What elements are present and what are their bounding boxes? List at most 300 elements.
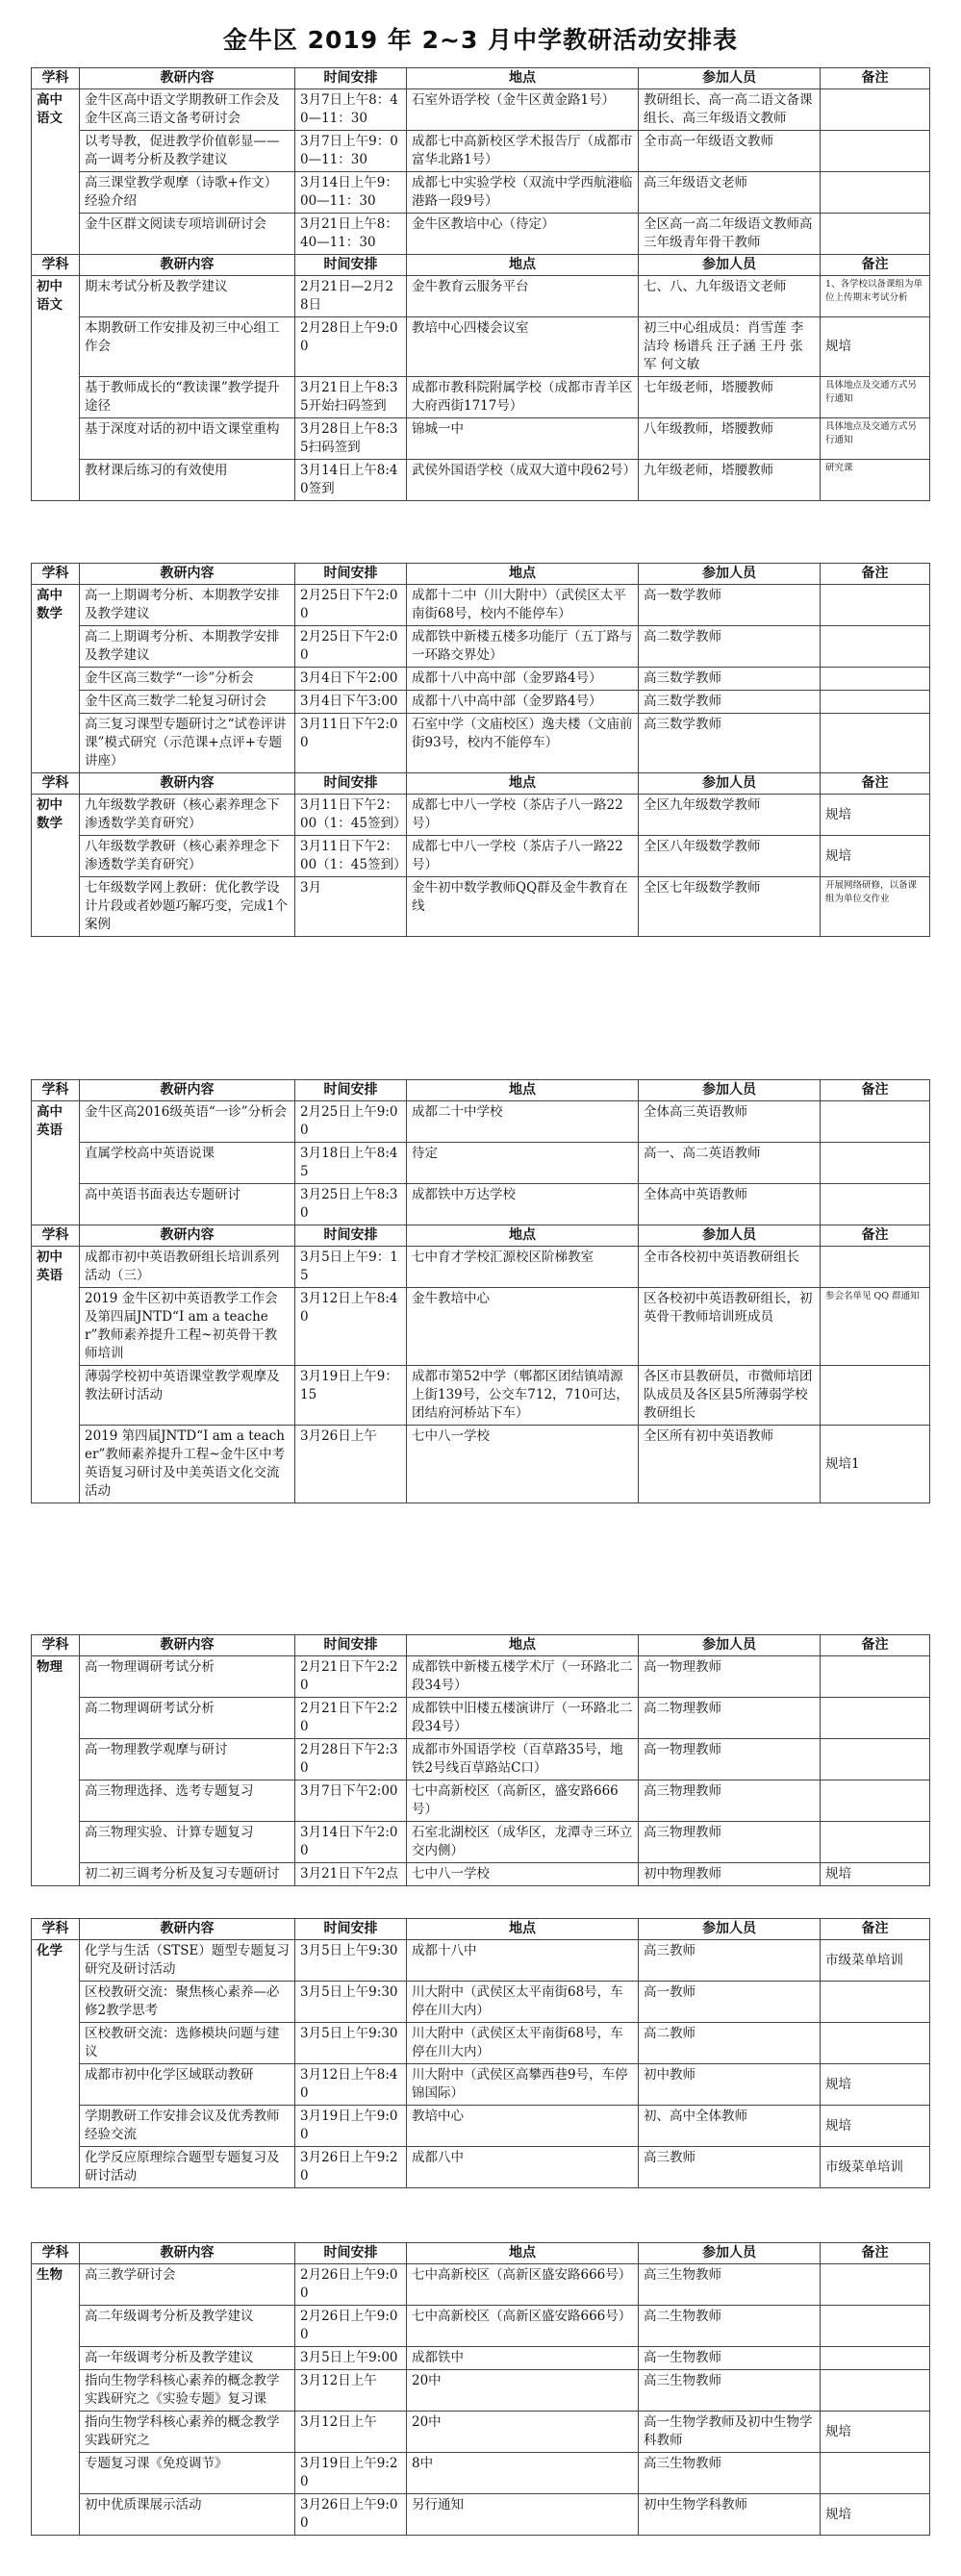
people-cell: 初中教师 bbox=[639, 2064, 821, 2106]
header-people: 参加人员 bbox=[639, 1919, 821, 1940]
time-cell: 3月21日上午8:35开始扫码签到 bbox=[295, 377, 407, 418]
place-cell: 8中 bbox=[407, 2453, 639, 2494]
header-content: 教研内容 bbox=[80, 255, 295, 276]
content-cell: 薄弱学校初中英语课堂教学观摩及教法研讨活动 bbox=[80, 1366, 295, 1426]
place-cell: 成都十二中（川大附中）（武侯区太平南街68号，校内不能停车） bbox=[407, 585, 639, 626]
place-cell: 七中高新校区（高新区盛安路666号） bbox=[407, 2306, 639, 2347]
time-cell: 2月25日下午2:00 bbox=[295, 585, 407, 626]
time-cell: 3月4日下午2:00 bbox=[295, 668, 407, 691]
note-cell bbox=[821, 1656, 930, 1698]
header-subject: 学科 bbox=[32, 773, 80, 795]
place-cell: 七中育才学校汇源校区阶梯教室 bbox=[407, 1247, 639, 1288]
content-cell: 高二年级调考分析及教学建议 bbox=[80, 2306, 295, 2347]
table-row bbox=[32, 691, 930, 714]
table-row bbox=[32, 714, 930, 773]
table-header-row bbox=[32, 1635, 930, 1656]
place-cell: 金牛初中数学教师QQ群及金牛教育在线 bbox=[407, 877, 639, 937]
header-note: 备注 bbox=[821, 255, 930, 276]
place-cell: 七中八一学校 bbox=[407, 1863, 639, 1886]
table-row bbox=[32, 131, 930, 172]
header-subject: 学科 bbox=[32, 1919, 80, 1940]
time-cell: 3月4日下午3:00 bbox=[295, 691, 407, 714]
content-cell: 2019 金牛区初中英语教学工作会及第四届JNTD“I am a teacher”教师素养提升工程~初英骨干教师培训 bbox=[80, 1288, 295, 1366]
time-cell: 2月25日下午2:00 bbox=[295, 626, 407, 668]
table-row bbox=[32, 2064, 930, 2106]
place-cell: 20中 bbox=[407, 2370, 639, 2412]
content-cell: 指向生物学科核心素养的概念教学实践研究之《实验专题》复习课 bbox=[80, 2370, 295, 2412]
note-cell: 规培 bbox=[821, 2494, 930, 2536]
table-row bbox=[32, 89, 930, 131]
content-cell: 期末考试分析及教学建议 bbox=[80, 276, 295, 317]
place-cell: 成都十八中 bbox=[407, 1940, 639, 1982]
people-cell: 全市高一年级语文教师 bbox=[639, 131, 821, 172]
time-cell: 3月5日上午9:30 bbox=[295, 1982, 407, 2023]
content-cell: 高二物理调研考试分析 bbox=[80, 1698, 295, 1739]
table-row bbox=[32, 460, 930, 501]
table-header-row bbox=[32, 255, 930, 276]
table-row bbox=[32, 1426, 930, 1503]
content-cell: 2019 第四届JNTD“I am a teacher”教师素养提升工程~金牛区中考英语复习研讨及中美英语文化交流活动 bbox=[80, 1426, 295, 1503]
header-content: 教研内容 bbox=[80, 1080, 295, 1101]
content-cell: 高三教学研讨会 bbox=[80, 2264, 295, 2306]
people-cell: 初三中心组成员：肖雪莲 李洁玲 杨谱兵 汪子涵 王丹 张军 何文敏 bbox=[639, 317, 821, 377]
content-cell: 高一年级调考分析及教学建议 bbox=[80, 2347, 295, 2370]
header-people: 参加人员 bbox=[639, 255, 821, 276]
time-cell: 3月11日下午2：00（1：45签到） bbox=[295, 795, 407, 836]
header-place: 地点 bbox=[407, 2243, 639, 2264]
place-cell: 成都十八中高中部（金罗路4号） bbox=[407, 691, 639, 714]
content-cell: 九年级数学教研（核心素养理念下渗透数学美育研究） bbox=[80, 795, 295, 836]
place-cell: 金牛区教培中心（待定） bbox=[407, 214, 639, 255]
people-cell: 七年级老师，塔腰教师 bbox=[639, 377, 821, 418]
people-cell: 高三生物教师 bbox=[639, 2264, 821, 2306]
note-cell bbox=[821, 2306, 930, 2347]
note-cell bbox=[821, 668, 930, 691]
place-cell: 教培中心 bbox=[407, 2106, 639, 2147]
table-row bbox=[32, 1101, 930, 1143]
table-header-row bbox=[32, 773, 930, 795]
header-people: 参加人员 bbox=[639, 773, 821, 795]
people-cell: 高一生物学教师及初中生物学科教师 bbox=[639, 2412, 821, 2453]
header-place: 地点 bbox=[407, 1080, 639, 1101]
page-title: 金牛区 2019 年 2~3 月中学教研活动安排表 bbox=[222, 26, 739, 54]
table-row bbox=[32, 2370, 930, 2412]
content-cell: 高三物理选择、选考专题复习 bbox=[80, 1780, 295, 1822]
content-cell: 金牛区高三数学“一诊”分析会 bbox=[80, 668, 295, 691]
header-people: 参加人员 bbox=[639, 1080, 821, 1101]
subject-cell: 化学 bbox=[32, 1940, 80, 2188]
table-row bbox=[32, 795, 930, 836]
content-cell: 基于教师成长的“教读课”教学提升途径 bbox=[80, 377, 295, 418]
note-cell bbox=[821, 626, 930, 668]
header-time: 时间安排 bbox=[295, 1919, 407, 1940]
header-subject: 学科 bbox=[32, 2243, 80, 2264]
place-cell: 成都市教科院附属学校（成都市青羊区大府西街1717号） bbox=[407, 377, 639, 418]
table-row bbox=[32, 1184, 930, 1225]
place-cell: 成都七中实验学校（双流中学西航港临港路一段9号） bbox=[407, 172, 639, 214]
note-cell: 具体地点及交通方式另行通知 bbox=[821, 418, 930, 460]
header-people: 参加人员 bbox=[639, 2243, 821, 2264]
time-cell: 3月21日上午8：40—11：30 bbox=[295, 214, 407, 255]
people-cell: 高三物理教师 bbox=[639, 1822, 821, 1863]
content-cell: 以考导教，促进教学价值彰显——高一调考分析及教学建议 bbox=[80, 131, 295, 172]
header-place: 地点 bbox=[407, 1635, 639, 1656]
header-note: 备注 bbox=[821, 68, 930, 89]
content-cell: 直属学校高中英语说课 bbox=[80, 1143, 295, 1184]
time-cell: 3月26日上午 bbox=[295, 1426, 407, 1503]
content-cell: 化学与生活（STSE）题型专题复习研究及研讨活动 bbox=[80, 1940, 295, 1982]
content-cell: 高一上期调考分析、本期教学安排及教学建议 bbox=[80, 585, 295, 626]
people-cell: 高三教师 bbox=[639, 2147, 821, 2188]
people-cell: 高二教师 bbox=[639, 2023, 821, 2064]
header-place: 地点 bbox=[407, 1225, 639, 1247]
table-row bbox=[32, 1982, 930, 2023]
table-row bbox=[32, 2147, 930, 2188]
table-row bbox=[32, 2023, 930, 2064]
header-content: 教研内容 bbox=[80, 1919, 295, 1940]
header-note: 备注 bbox=[821, 1225, 930, 1247]
time-cell: 3月12日上午 bbox=[295, 2370, 407, 2412]
time-cell: 3月14日下午2:00 bbox=[295, 1822, 407, 1863]
content-cell: 金牛区群文阅读专项培训研讨会 bbox=[80, 214, 295, 255]
note-cell bbox=[821, 1101, 930, 1143]
table-row bbox=[32, 2306, 930, 2347]
content-cell: 区校教研交流：选修模块问题与建议 bbox=[80, 2023, 295, 2064]
header-time: 时间安排 bbox=[295, 2243, 407, 2264]
table-row bbox=[32, 668, 930, 691]
table-row bbox=[32, 1822, 930, 1863]
header-place: 地点 bbox=[407, 1919, 639, 1940]
table-row bbox=[32, 1656, 930, 1698]
people-cell: 全区高一高二年级语文教师高三年级青年骨干教师 bbox=[639, 214, 821, 255]
content-cell: 高中英语书面表达专题研讨 bbox=[80, 1184, 295, 1225]
note-cell: 市级菜单培训 bbox=[821, 2147, 930, 2188]
place-cell: 20中 bbox=[407, 2412, 639, 2453]
place-cell: 川大附中（武侯区太平南街68号，车停在川大内） bbox=[407, 1982, 639, 2023]
place-cell: 川大附中（武侯区高攀西巷9号，车停锦国际） bbox=[407, 2064, 639, 2106]
table-row bbox=[32, 2453, 930, 2494]
place-cell: 成都铁中新楼五楼学术厅（一环路北二段34号） bbox=[407, 1656, 639, 1698]
subject-cell: 高中语文 bbox=[32, 89, 80, 255]
time-cell: 2月26日上午9:00 bbox=[295, 2264, 407, 2306]
content-cell: 高一物理教学观摩与研讨 bbox=[80, 1739, 295, 1780]
content-cell: 成都市初中化学区域联动教研 bbox=[80, 2064, 295, 2106]
table-row bbox=[32, 2494, 930, 2536]
content-cell: 化学反应原理综合题型专题复习及研讨活动 bbox=[80, 2147, 295, 2188]
place-cell: 成都铁中万达学校 bbox=[407, 1184, 639, 1225]
time-cell: 3月26日上午9:20 bbox=[295, 2147, 407, 2188]
people-cell: 高三数学教师 bbox=[639, 668, 821, 691]
table-row bbox=[32, 1288, 930, 1366]
content-cell: 七年级数学网上教研：优化教学设计片段或者妙题巧解巧变，完成1个案例 bbox=[80, 877, 295, 937]
place-cell: 成都七中八一学校（茶店子八一路22号） bbox=[407, 836, 639, 877]
table-row bbox=[32, 1863, 930, 1886]
people-cell: 高一数学教师 bbox=[639, 585, 821, 626]
table-row bbox=[32, 1739, 930, 1780]
place-cell: 成都市外国语学校（百草路35号，地铁2号线百草路站C口） bbox=[407, 1739, 639, 1780]
people-cell: 初中生物学科教师 bbox=[639, 2494, 821, 2536]
schedule-table bbox=[31, 563, 930, 937]
header-people: 参加人员 bbox=[639, 1635, 821, 1656]
time-cell: 2月21日—2月28日 bbox=[295, 276, 407, 317]
time-cell: 3月19日上午9:20 bbox=[295, 2453, 407, 2494]
people-cell: 高三物理教师 bbox=[639, 1780, 821, 1822]
header-subject: 学科 bbox=[32, 1225, 80, 1247]
note-cell bbox=[821, 1780, 930, 1822]
place-cell: 锦城一中 bbox=[407, 418, 639, 460]
header-time: 时间安排 bbox=[295, 773, 407, 795]
time-cell: 2月28日下午2:30 bbox=[295, 1739, 407, 1780]
note-cell bbox=[821, 131, 930, 172]
subject-cell: 生物 bbox=[32, 2264, 80, 2536]
header-time: 时间安排 bbox=[295, 1080, 407, 1101]
content-cell: 学期教研工作安排会议及优秀教师经验交流 bbox=[80, 2106, 295, 2147]
header-people: 参加人员 bbox=[639, 1225, 821, 1247]
table-header-row bbox=[32, 1080, 930, 1101]
table-row bbox=[32, 317, 930, 377]
time-cell: 3月19日上午9:00 bbox=[295, 2106, 407, 2147]
people-cell: 高一教师 bbox=[639, 1982, 821, 2023]
note-cell bbox=[821, 2347, 930, 2370]
people-cell: 高一物理教师 bbox=[639, 1656, 821, 1698]
header-people: 参加人员 bbox=[639, 68, 821, 89]
table-row bbox=[32, 2106, 930, 2147]
note-cell bbox=[821, 1366, 930, 1426]
time-cell: 2月21日下午2:20 bbox=[295, 1698, 407, 1739]
note-cell bbox=[821, 2453, 930, 2494]
place-cell: 川大附中（武侯区太平南街68号，车停在川大内） bbox=[407, 2023, 639, 2064]
header-note: 备注 bbox=[821, 1080, 930, 1101]
header-time: 时间安排 bbox=[295, 68, 407, 89]
place-cell: 石室北湖校区（成华区，龙潭寺三环立交内侧） bbox=[407, 1822, 639, 1863]
time-cell: 3月25日上午8:30 bbox=[295, 1184, 407, 1225]
people-cell: 全体高中英语教师 bbox=[639, 1184, 821, 1225]
table-row bbox=[32, 1940, 930, 1982]
place-cell: 金牛教培中心 bbox=[407, 1288, 639, 1366]
note-cell bbox=[821, 1822, 930, 1863]
people-cell: 全体高三英语教师 bbox=[639, 1101, 821, 1143]
place-cell: 金牛教育云服务平台 bbox=[407, 276, 639, 317]
note-cell: 具体地点及交通方式另行通知 bbox=[821, 377, 930, 418]
place-cell: 七中高新校区（高新区，盛安路666号） bbox=[407, 1780, 639, 1822]
header-content: 教研内容 bbox=[80, 1225, 295, 1247]
time-cell: 3月11日下午2：00（1：45签到） bbox=[295, 836, 407, 877]
table-row bbox=[32, 585, 930, 626]
schedule-table bbox=[31, 1634, 930, 1886]
people-cell: 高三年级语文老师 bbox=[639, 172, 821, 214]
time-cell: 3月5日上午9:30 bbox=[295, 2023, 407, 2064]
header-subject: 学科 bbox=[32, 1080, 80, 1101]
schedule-table bbox=[31, 1918, 930, 2188]
header-content: 教研内容 bbox=[80, 773, 295, 795]
people-cell: 高三生物教师 bbox=[639, 2370, 821, 2412]
note-cell: 参会名单见 QQ 群通知 bbox=[821, 1288, 930, 1366]
place-cell: 成都二十中学校 bbox=[407, 1101, 639, 1143]
header-people: 参加人员 bbox=[639, 564, 821, 585]
content-cell: 高一物理调研考试分析 bbox=[80, 1656, 295, 1698]
place-cell: 成都十八中高中部（金罗路4号） bbox=[407, 668, 639, 691]
table-row bbox=[32, 276, 930, 317]
place-cell: 石室外语学校（金牛区黄金路1号） bbox=[407, 89, 639, 131]
place-cell: 另行通知 bbox=[407, 2494, 639, 2536]
content-cell: 高二上期调考分析、本期教学安排及教学建议 bbox=[80, 626, 295, 668]
note-cell: 规培 bbox=[821, 317, 930, 377]
people-cell: 各区市县教研员，市微师培团队成员及各区县5所薄弱学校教研组长 bbox=[639, 1366, 821, 1426]
table-row bbox=[32, 1247, 930, 1288]
note-cell: 研究课 bbox=[821, 460, 930, 501]
header-subject: 学科 bbox=[32, 255, 80, 276]
header-note: 备注 bbox=[821, 1919, 930, 1940]
table-header-row bbox=[32, 564, 930, 585]
header-note: 备注 bbox=[821, 564, 930, 585]
table-row bbox=[32, 836, 930, 877]
schedule-table bbox=[31, 67, 930, 501]
time-cell: 3月7日上午9：00—11：30 bbox=[295, 131, 407, 172]
note-cell bbox=[821, 1143, 930, 1184]
place-cell: 石室中学（文庙校区）逸夫楼（文庙前街93号，校内不能停车） bbox=[407, 714, 639, 773]
people-cell: 高三教师 bbox=[639, 1940, 821, 1982]
header-place: 地点 bbox=[407, 564, 639, 585]
note-cell bbox=[821, 214, 930, 255]
content-cell: 金牛区高三数学二轮复习研讨会 bbox=[80, 691, 295, 714]
time-cell: 3月12日上午8:40 bbox=[295, 1288, 407, 1366]
table-row bbox=[32, 1780, 930, 1822]
people-cell: 全区七年级数学教师 bbox=[639, 877, 821, 937]
table-row bbox=[32, 214, 930, 255]
content-cell: 专题复习课《免疫调节》 bbox=[80, 2453, 295, 2494]
time-cell: 3月28日上午8:35扫码签到 bbox=[295, 418, 407, 460]
table-row bbox=[32, 1698, 930, 1739]
subject-cell: 高中数学 bbox=[32, 585, 80, 773]
table-row bbox=[32, 1366, 930, 1426]
header-content: 教研内容 bbox=[80, 68, 295, 89]
time-cell: 3月14日上午8:40签到 bbox=[295, 460, 407, 501]
table-row bbox=[32, 2264, 930, 2306]
content-cell: 高三物理实验、计算专题复习 bbox=[80, 1822, 295, 1863]
place-cell: 武侯外国语学校（成双大道中段62号） bbox=[407, 460, 639, 501]
content-cell: 八年级数学教研（核心素养理念下渗透数学美育研究） bbox=[80, 836, 295, 877]
people-cell: 高三生物教师 bbox=[639, 2453, 821, 2494]
people-cell: 全区八年级数学教师 bbox=[639, 836, 821, 877]
time-cell: 3月7日下午2:00 bbox=[295, 1780, 407, 1822]
people-cell: 高一物理教师 bbox=[639, 1739, 821, 1780]
note-cell bbox=[821, 714, 930, 773]
time-cell: 3月14日上午9：00—11：30 bbox=[295, 172, 407, 214]
people-cell: 初中物理教师 bbox=[639, 1863, 821, 1886]
subject-cell: 物理 bbox=[32, 1656, 80, 1886]
note-cell: 规培 bbox=[821, 2106, 930, 2147]
people-cell: 九年级老师，塔腰教师 bbox=[639, 460, 821, 501]
time-cell: 3月19日上午9：15 bbox=[295, 1366, 407, 1426]
content-cell: 高三课堂教学观摩（诗歌+作文）经验介绍 bbox=[80, 172, 295, 214]
table-header-row bbox=[32, 68, 930, 89]
people-cell: 全区九年级数学教师 bbox=[639, 795, 821, 836]
table-row bbox=[32, 2412, 930, 2453]
place-cell: 待定 bbox=[407, 1143, 639, 1184]
content-cell: 初中优质课展示活动 bbox=[80, 2494, 295, 2536]
header-time: 时间安排 bbox=[295, 564, 407, 585]
header-note: 备注 bbox=[821, 773, 930, 795]
time-cell: 2月26日上午9:00 bbox=[295, 2306, 407, 2347]
schedule-table bbox=[31, 1079, 930, 1503]
note-cell: 规培 bbox=[821, 2412, 930, 2453]
time-cell: 3月12日上午8:40 bbox=[295, 2064, 407, 2106]
people-cell: 八年级教师，塔腰教师 bbox=[639, 418, 821, 460]
note-cell: 规培 bbox=[821, 795, 930, 836]
time-cell: 3月 bbox=[295, 877, 407, 937]
people-cell: 高二物理教师 bbox=[639, 1698, 821, 1739]
header-subject: 学科 bbox=[32, 1635, 80, 1656]
time-cell: 3月5日上午9:00 bbox=[295, 2347, 407, 2370]
time-cell: 3月5日上午9：15 bbox=[295, 1247, 407, 1288]
place-cell: 成都铁中旧楼五楼演讲厅（一环路北二段34号） bbox=[407, 1698, 639, 1739]
time-cell: 3月7日上午8：40—11：30 bbox=[295, 89, 407, 131]
header-subject: 学科 bbox=[32, 68, 80, 89]
place-cell: 成都铁中 bbox=[407, 2347, 639, 2370]
place-cell: 成都七中八一学校（茶店子八一路22号） bbox=[407, 795, 639, 836]
note-cell bbox=[821, 1739, 930, 1780]
table-row bbox=[32, 877, 930, 937]
table-header-row bbox=[32, 2243, 930, 2264]
people-cell: 七、八、九年级语文老师 bbox=[639, 276, 821, 317]
note-cell bbox=[821, 1184, 930, 1225]
place-cell: 七中八一学校 bbox=[407, 1426, 639, 1503]
note-cell bbox=[821, 691, 930, 714]
people-cell: 高一、高二英语教师 bbox=[639, 1143, 821, 1184]
people-cell: 教研组长、高一高二语文备课组长、高三年级语文教师 bbox=[639, 89, 821, 131]
place-cell: 七中高新校区（高新区盛安路666号） bbox=[407, 2264, 639, 2306]
note-cell bbox=[821, 2264, 930, 2306]
table-row bbox=[32, 418, 930, 460]
header-subject: 学科 bbox=[32, 564, 80, 585]
place-cell: 成都七中高新校区学术报告厅（成都市富华北路1号） bbox=[407, 131, 639, 172]
place-cell: 成都八中 bbox=[407, 2147, 639, 2188]
time-cell: 3月5日上午9:30 bbox=[295, 1940, 407, 1982]
people-cell: 高二生物教师 bbox=[639, 2306, 821, 2347]
people-cell: 高三数学教师 bbox=[639, 714, 821, 773]
note-cell: 规培 bbox=[821, 2064, 930, 2106]
content-cell: 金牛区高2016级英语“一诊”分析会 bbox=[80, 1101, 295, 1143]
content-cell: 指向生物学科核心素养的概念教学实践研究之 bbox=[80, 2412, 295, 2453]
header-content: 教研内容 bbox=[80, 564, 295, 585]
table-row bbox=[32, 172, 930, 214]
note-cell bbox=[821, 172, 930, 214]
note-cell bbox=[821, 585, 930, 626]
table-header-row bbox=[32, 1919, 930, 1940]
note-cell: 规培1 bbox=[821, 1426, 930, 1503]
note-cell bbox=[821, 89, 930, 131]
subject-cell: 初中数学 bbox=[32, 795, 80, 937]
note-cell: 规培 bbox=[821, 836, 930, 877]
content-cell: 初二初三调考分析及复习专题研讨 bbox=[80, 1863, 295, 1886]
people-cell: 区各校初中英语教研组长，初英骨干教师培训班成员 bbox=[639, 1288, 821, 1366]
header-time: 时间安排 bbox=[295, 1635, 407, 1656]
time-cell: 3月26日上午9:00 bbox=[295, 2494, 407, 2536]
header-content: 教研内容 bbox=[80, 1635, 295, 1656]
people-cell: 高二数学教师 bbox=[639, 626, 821, 668]
note-cell: 1、各学校以备课组为单位上传期末考试分析 bbox=[821, 276, 930, 317]
content-cell: 成都市初中英语教研组长培训系列活动（三） bbox=[80, 1247, 295, 1288]
people-cell: 全市各校初中英语教研组长 bbox=[639, 1247, 821, 1288]
content-cell: 基于深度对话的初中语文课堂重构 bbox=[80, 418, 295, 460]
note-cell bbox=[821, 1698, 930, 1739]
note-cell bbox=[821, 2370, 930, 2412]
time-cell: 3月11日下午2:00 bbox=[295, 714, 407, 773]
header-place: 地点 bbox=[407, 773, 639, 795]
header-place: 地点 bbox=[407, 255, 639, 276]
content-cell: 本期教研工作安排及初三中心组工作会 bbox=[80, 317, 295, 377]
header-content: 教研内容 bbox=[80, 2243, 295, 2264]
